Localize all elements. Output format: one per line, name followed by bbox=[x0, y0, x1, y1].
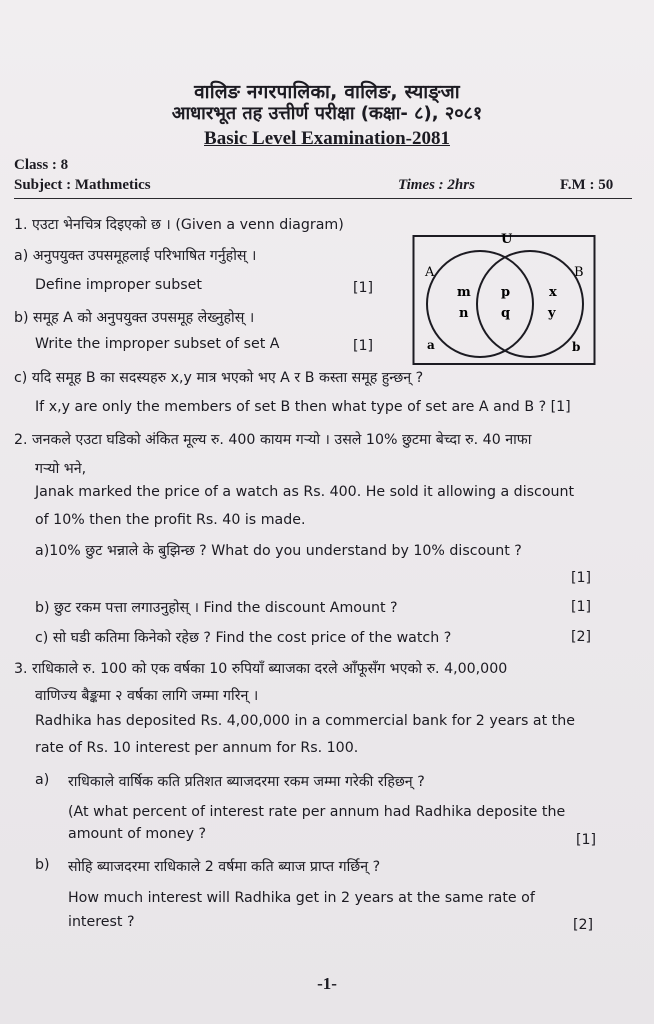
q1c-english: If x,y are only the members of set B then what type of set are A and B ? [1] bbox=[35, 399, 571, 415]
venn-elem-y: y bbox=[548, 306, 556, 321]
q3a-english-2: amount of money ? bbox=[68, 826, 207, 842]
exam-title-english: Basic Level Examination-2081 bbox=[204, 128, 450, 149]
venn-label-U: U bbox=[501, 232, 513, 247]
q1a-nepali: a) अनुपयुक्त उपसमूहलाई परिभाषित गर्नुहोस् । bbox=[14, 248, 257, 264]
venn-elem-p: p bbox=[501, 285, 511, 300]
q1b-nepali: b) समूह A को अनुपयुक्त उपसमूह लेख्नुहोस् । bbox=[14, 310, 255, 326]
q2-stem-nepali-2: गर्‍यो भने, bbox=[35, 461, 87, 477]
q3a-label: a) bbox=[35, 772, 50, 788]
q3a-marks: [1] bbox=[576, 832, 597, 848]
q3-stem-english-1: Radhika has deposited Rs. 4,00,000 in a commercial bank for 2 years at the bbox=[35, 713, 575, 729]
time-label: Times : 2hrs bbox=[398, 177, 475, 193]
set-a-circle bbox=[427, 251, 533, 357]
set-b-circle bbox=[477, 251, 583, 357]
full-marks-label: F.M : 50 bbox=[560, 177, 614, 193]
venn-elem-m: m bbox=[457, 285, 471, 300]
q2a-marks: [1] bbox=[571, 570, 592, 586]
q3-stem-nepali-2: वाणिज्य बैङ्कमा २ वर्षका लागि जम्मा गरिन् । bbox=[35, 688, 259, 704]
q3a-english-1: (At what percent of interest rate per annum had Radhika deposite the bbox=[68, 804, 566, 820]
q1a-marks: [1] bbox=[353, 280, 374, 296]
exam-title-nepali: आधारभूत तह उत्तीर्ण परीक्षा (कक्षा- ८), २०८१ bbox=[171, 103, 483, 124]
venn-elem-q: q bbox=[501, 306, 511, 321]
q2a-text: a)10% छुट भन्नाले के बुझिन्छ ? What do you understand by 10% discount ? bbox=[35, 543, 522, 559]
q2c-text: c) सो घडी कतिमा किनेको रहेछ ? Find the cost price of the watch ? bbox=[35, 630, 452, 646]
q2-stem-english-2: of 10% then the profit Rs. 40 is made. bbox=[35, 512, 306, 528]
subject-label: Subject : Mathmetics bbox=[14, 177, 151, 193]
q1a-english: Define improper subset bbox=[35, 277, 202, 293]
q3b-english-1: How much interest will Radhika get in 2 years at the same rate of bbox=[68, 890, 535, 906]
q1b-english: Write the improper subset of set A bbox=[35, 336, 280, 352]
q3-stem-nepali-1: 3. राधिकाले रु. 100 को एक वर्षका 10 रुपियाँ ब्याजका दरले आँफूसँग भएको रु. 4,00,000 bbox=[14, 661, 508, 677]
venn-elem-n: n bbox=[459, 306, 469, 321]
venn-label-A: A bbox=[425, 265, 435, 280]
q3b-label: b) bbox=[35, 857, 50, 873]
header-divider bbox=[14, 198, 632, 199]
q2b-text: b) छुट रकम पत्ता लगाउनुहोस् । Find the discount Amount ? bbox=[35, 600, 398, 616]
venn-elem-b: b bbox=[572, 340, 581, 354]
venn-label-B: B bbox=[574, 265, 584, 280]
venn-elem-a: a bbox=[427, 338, 435, 352]
municipality-title: वालिङ नगरपालिका, वालिङ, स्याङ्जा bbox=[194, 81, 460, 103]
q3-stem-english-2: rate of Rs. 10 interest per annum for Rs. 100. bbox=[35, 740, 359, 756]
q1b-marks: [1] bbox=[353, 338, 374, 354]
venn-diagram bbox=[412, 232, 596, 366]
q1-stem: 1. एउटा भेनचित्र दिइएको छ । (Given a venn diagram) bbox=[14, 217, 344, 233]
q3b-nepali: सोहि ब्याजदरमा राधिकाले 2 वर्षमा कति ब्याज प्राप्त गर्छिन् ? bbox=[68, 859, 381, 875]
class-label: Class : 8 bbox=[14, 157, 69, 173]
venn-elem-x: x bbox=[549, 285, 557, 300]
q2b-marks: [1] bbox=[571, 599, 592, 615]
q2-stem-english-1: Janak marked the price of a watch as Rs. 400. He sold it allowing a discount bbox=[35, 484, 575, 500]
q1c-nepali: c) यदि समूह B का सदस्यहरु x,y मात्र भएको भए A र B कस्ता समूह हुन्छन् ? bbox=[14, 370, 424, 386]
page-number: -1- bbox=[317, 974, 337, 993]
q3a-nepali: राधिकाले वार्षिक कति प्रतिशत ब्याजदरमा रकम जम्मा गरेकी रहिछन् ? bbox=[68, 774, 425, 790]
q3b-marks: [2] bbox=[573, 917, 594, 933]
q2c-marks: [2] bbox=[571, 629, 592, 645]
q2-stem-nepali-1: 2. जनकले एउटा घडिको अंकित मूल्य रु. 400 कायम गर्‍यो । उसले 10% छुटमा बेच्दा रु. 40 नाफा bbox=[14, 432, 532, 448]
q3b-english-2: interest ? bbox=[68, 914, 135, 930]
universal-set-box bbox=[414, 236, 595, 364]
